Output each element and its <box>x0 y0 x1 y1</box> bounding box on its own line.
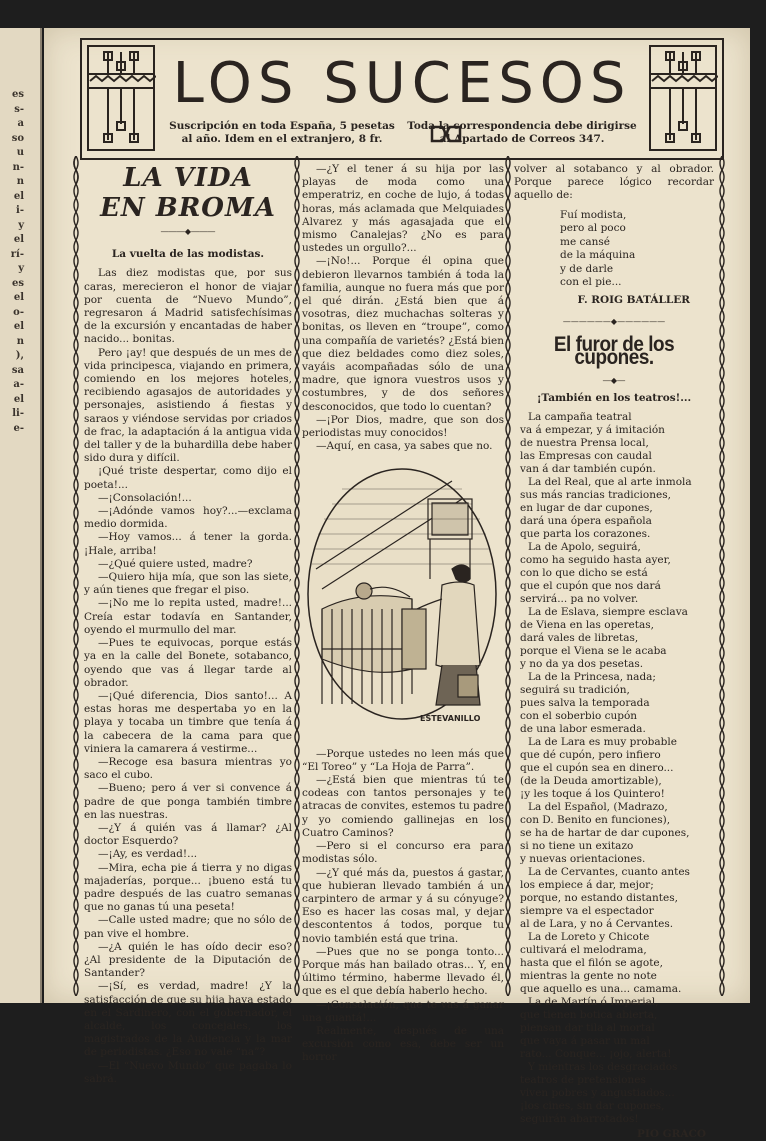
poem-line: pero al poco <box>560 222 626 235</box>
paragraph: —¡Qué diferencia, Dios santo!... A estas horas me despertaba yo en la playa y tocaba un timbre que tenía á la cabecera de la cama para que viniera la camarera á vestirme... <box>84 689 292 755</box>
chain-border-mid1-icon <box>293 156 301 996</box>
left-page-fragment: es s- a so u n- n el i- y el rí- y es el o- el n ), sa a- el li- e- <box>10 89 24 434</box>
paragraph: —¡No!... Porque él opina que debieron llevarnos también á toda la familia, aunque no fuera más que por el qué dirán. ¿Está bien que á vosotras, diez muchachas solteras y bonitas, os lleven en “troupe”, como una compañía de varietés? ¿Está bien que diez beldades como diez soles, vayáis acompañadas sólo de una madre, que ignora vuestros usos y costumbres, y de dos señores desconocidos, que todo lo cuentan? <box>302 255 504 413</box>
article1-signature: F. ROIG BATÁLLER <box>577 293 690 306</box>
verse-line: que aquello es una... camama. <box>520 982 682 995</box>
verse-line: La del Español, (Madrazo, <box>528 800 668 813</box>
verse-line: hasta que el filón se agote, <box>520 956 663 969</box>
verse-line: mientras la gente no note <box>520 969 657 982</box>
verse-line: de nuestra Prensa local, <box>520 436 649 449</box>
verse-line: de Viena en las operetas, <box>520 618 654 631</box>
paragraph: —Aquí, en casa, ya sabes que no. <box>316 440 493 453</box>
verse-line: con el soberbio cupón <box>520 709 638 722</box>
paragraph: ¡Qué triste despertar, como dijo el poeta!... <box>84 465 292 491</box>
newspaper-page <box>44 28 750 1140</box>
verse-line: sus más rancias tradiciones, <box>520 488 671 501</box>
verse-line: se ha de hartar de dar cupones, <box>520 826 690 839</box>
verse-line: al de Lara, y no á Cervantes. <box>520 917 674 930</box>
poem-line: de la máquina <box>560 249 636 262</box>
verse-line: que tienen botica abierta, <box>520 1008 658 1021</box>
paragraph: —Hoy vamos... á tener la gorda. ¡Hale, arriba! <box>84 531 292 557</box>
quoted-poem <box>560 209 714 290</box>
verse-line: (de la Deuda amortizable), <box>520 774 662 787</box>
divider-ornament: ―――◆――― <box>160 227 216 236</box>
verse-line: La de Lara es muy probable <box>528 735 677 748</box>
verse-line: La de Loreto y Chicote <box>528 930 650 943</box>
verse-line: piensan dar tila al mortal <box>520 1021 655 1034</box>
verse-line: que parta los corazones. <box>520 527 651 540</box>
verse-line: ¡los cines, sin dar cupones, <box>520 1099 665 1112</box>
paragraph: —Porque ustedes no leen más que “El Toreo” y “La Hoja de Parra”. <box>302 747 504 773</box>
illustration-seamstress-bedroom <box>302 459 502 739</box>
verse-line: que vaya á pasar un mal <box>520 1034 650 1047</box>
article2-subtitle: ¡También en los teatros!... <box>536 391 692 404</box>
paragraph: Realmente, después de una excursión como esa, debe ser un horror <box>302 1024 504 1064</box>
paragraph: —Bueno; pero á ver si convence á padre de que ponga también timbre en las nuestras. <box>84 782 292 821</box>
verse-line: La campaña teatral <box>528 410 632 423</box>
verse-line: con D. Benito en funciones), <box>520 813 671 826</box>
verse-line: los empiece á dar, mejor; <box>520 878 654 891</box>
verse-line: ¡y les toque á los Quintero! <box>520 787 665 800</box>
verse-line: que el cupón que nos dará <box>520 579 661 592</box>
verse-line: que dé cupón, pero infiero <box>520 748 661 761</box>
verse-line: en lugar de dar cupones, <box>520 501 653 514</box>
chain-border-mid2-icon <box>504 156 512 996</box>
verse-line: servirá... pa no volver. <box>520 592 639 605</box>
poem-line: con el pie... <box>560 276 622 289</box>
paragraph: —¿Qué quiere usted, madre? <box>98 557 253 570</box>
section-divider: ——————◆—————— <box>562 316 666 326</box>
verse-line: La del Real, que al arte inmola <box>528 475 692 488</box>
illustration-signature: ESTEVANILLO <box>420 714 481 724</box>
article1-body-continued-2 <box>302 748 504 1065</box>
verse-line: porque, no estando distantes, <box>520 891 678 904</box>
paragraph: —¿A quién le has oído decir eso? ¿Al presidente de la Diputación de Santander? <box>84 940 292 980</box>
left-page-edge <box>0 28 42 1003</box>
verse-line: si no tiene un exitazo <box>520 839 634 852</box>
verse-line: las Empresas con caudal <box>520 449 652 462</box>
subscription-text: Suscripción en toda España, 5 pesetas al año. Idem en el extranjero, 8 fr. <box>169 120 395 145</box>
paragraph: —¡Consolación!... <box>98 491 192 504</box>
paragraph: —¡Por Dios, madre, que son dos periodistas muy conocidos! <box>302 413 504 440</box>
paragraph: —¿Está bien que mientras tú te codeas con tantos personajes y te atracas de convites, estemos tu padre y yo comiendo gallinejas en los Cuatro Caminos? <box>302 774 504 839</box>
verse-line: cultivará el melodrama, <box>520 943 647 956</box>
divider-ornament-2: ―◆― <box>602 376 626 386</box>
verse-line: dará una ópera española <box>520 514 652 527</box>
article2-signature: PIO GRACO <box>637 1127 706 1140</box>
verse-line: Y mientras los desgraciados <box>528 1060 678 1073</box>
verse-line: de una labor esmerada. <box>520 722 646 735</box>
article2-verses <box>520 411 714 1126</box>
paragraph: —¡Ay, es verdad!... <box>98 848 198 861</box>
verse-line: con lo que dicho se está <box>520 566 648 579</box>
verse-line: teatros de pretensiones <box>520 1073 646 1086</box>
article2-title: El furor de los cupones. <box>553 333 675 370</box>
verse-line: pues salva la temporada <box>520 696 650 709</box>
paragraph: Las diez modistas que, por sus caras, merecieron el honor de viajar por cuenta de “Nuevo Mundo”, regresaron á Madrid satisfechísimas de la excursión y encantadas de haber nacido... bonitas. <box>84 267 292 346</box>
column-3 <box>514 163 714 1141</box>
masthead <box>80 38 724 160</box>
paragraph: —El “Nuevo Mundo” que pagaba lo sabrá. <box>84 1059 292 1085</box>
verse-line: rato... Conque... ¡ojo, alerta! <box>520 1047 672 1060</box>
paragraph: —¡No me lo repita usted, madre!... Creía estar todavía en Santander, oyendo el murmullo del mar. <box>84 597 292 636</box>
poem-line: me cansé <box>560 235 611 248</box>
paragraph: Pero ¡ay! que después de un mes de vida principesca, viajando en primera, comiendo en los mejores hoteles, recibiendo agasajos de autoridades y personajes, asistiendo á fiestas y saraos y viéndose servidas por criados de frac, la adaptación á la antigua vida del taller y de la buhardilla debe haber sido dura y difícil. <box>84 346 293 465</box>
verse-line: porque el Viena se le acaba <box>520 644 667 657</box>
paragraph: —¿Y qué más da, puestos á gastar, que hubieran llevado también á un carpintero de armar y á su cónyuge? Eso es hacer las cosas mal, y dejar descontentos á todos, porque tu novio también está que trina. <box>302 866 504 945</box>
paragraph: —¡Sí, es verdad, madre! ¿Y la satisfacción de que su hija haya estado en el Sardinero, con el gobernador, el alcalde, los concejales, los magistrados de la Audiencia y la mar de periodistas. ¿Eso no vale “na”? <box>84 980 292 1059</box>
article1-ending: volver al sotabanco y al obrador. Porque parece lógico recordar aquello de: <box>514 163 714 202</box>
verse-line: y no da ya dos pesetas. <box>520 657 644 670</box>
paragraph: —Calle usted madre; que no sólo de pan vive el hombre. <box>84 914 292 940</box>
verse-line: siempre va el espectador <box>520 904 654 917</box>
correspondence-text: Toda la correspondencia debe dirigirse al Apartado de Correos 347. <box>407 120 637 145</box>
article1-subtitle: La vuelta de las modistas. <box>111 248 265 261</box>
paragraph: —Quiero hija mía, que son las siete, y aún tienes que fregar el piso. <box>84 571 292 597</box>
verse-line: va á empezar, y á imitación <box>520 423 665 436</box>
poem-line: y de darle <box>560 262 614 275</box>
verse-line: La de Martín ó Imperial, <box>528 995 659 1008</box>
paragraph: —Pero si el concurso era para modistas sólo. <box>302 840 504 866</box>
paragraph: —Pues que no se ponga tonto... Porque más han bailado otras... Y, en último término, haberme llevado él, que es el que debía haberlo hecho. <box>302 945 504 998</box>
paragraph: —¿Y el tener á su hija por las playas de moda como una emperatriz, en coche de lujo, á todas horas, más aclamada que Melquiades Alvarez y más agasajada que el mismo Canalejas? ¿No es para ustedes un orgullo?... <box>302 163 504 255</box>
verse-line: La de la Princesa, nada; <box>528 670 656 683</box>
verse-line: seguirá su tradición, <box>520 683 630 696</box>
paragraph: —¿Y á quién vas á llamar? ¿Al doctor Esquerdo? <box>84 821 292 848</box>
column-2 <box>302 163 504 1065</box>
verse-line: La de Apolo, seguirá, <box>528 540 641 553</box>
article1-title-line2: EN BROMA <box>100 193 276 223</box>
paragraph: —Mira, echa pie á tierra y no digas majaderías, porque... ¡bueno está tu padre después de las cuatro semanas que no ganas tú una peseta! <box>84 861 292 914</box>
paragraph: —¡Consolación, que te vas á ganar una guantá!... <box>302 998 504 1024</box>
column-1 <box>84 163 292 1086</box>
poem-line: Fuí modista, <box>560 208 627 221</box>
verse-line: van á dar también cupón. <box>520 462 656 475</box>
verse-line: como ha seguido hasta ayer, <box>520 553 671 566</box>
article1-body <box>84 267 292 1086</box>
chain-border-left-icon <box>72 156 80 996</box>
verse-line: La de Cervantes, cuanto antes <box>528 865 690 878</box>
article1-body-continued <box>302 163 504 453</box>
paragraph: —¡Adónde vamos hoy?...—exclama medio dormida. <box>84 505 292 531</box>
verse-line: y nuevas orientaciones. <box>520 852 646 865</box>
newspaper-title: LOS SUCESOS <box>172 51 632 116</box>
verse-line: que el cupón sea en dinero... <box>520 761 674 774</box>
article1-title-line1: LA VIDA <box>123 163 253 193</box>
ornament-right-icon <box>648 44 718 152</box>
paragraph: —Recoge esa basura mientras yo saco el cubo. <box>84 755 292 782</box>
ornament-left-icon <box>86 44 156 152</box>
verse-line: seguirán abarrotados! <box>520 1112 639 1125</box>
verse-line: viven pobres y angustiados... <box>520 1086 675 1099</box>
verse-line: dará vales de libretas, <box>520 631 639 644</box>
verse-line: La de Eslava, siempre esclava <box>528 605 688 618</box>
chain-border-right-icon <box>718 156 726 996</box>
paragraph: —Pues te equivocas, porque estás ya en la calle del Bonete, sotabanco, oyendo que vas á llegar tarde al obrador. <box>84 637 292 689</box>
